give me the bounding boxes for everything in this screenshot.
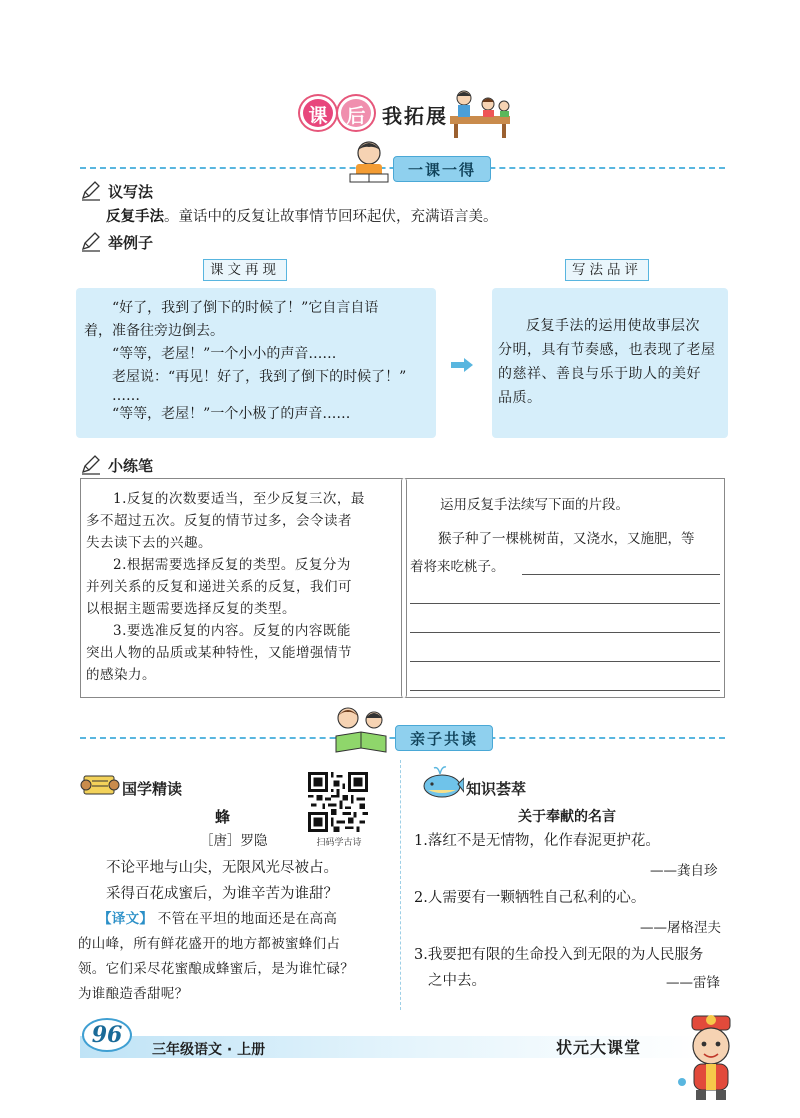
- practice-tip-line: 的感染力。: [86, 667, 156, 683]
- heading-discuss: [80, 180, 153, 202]
- quote-line: “等等，老屋！”一个小极了的声音……: [112, 406, 351, 422]
- comment-line: 分明，具有节奏感，也表现了老屋: [498, 342, 716, 358]
- qr-caption: 扫码学古诗: [316, 838, 362, 848]
- poem-lines: [106, 855, 338, 907]
- practice-task: 运用反复手法续写下面的片段。: [440, 497, 629, 513]
- page-number: 96: [82, 1018, 132, 1052]
- heading-bar: [80, 454, 725, 476]
- poem-title: 蜂: [215, 808, 231, 826]
- translation-line: 领。它们采尽花蜜酿成蜂蜜后，是为谁忙碌？: [78, 961, 354, 977]
- poem-line: 不论平地与山尖，无限风光尽被占。: [106, 860, 338, 876]
- kids-desk-icon: [446, 86, 516, 140]
- quote-3: 3.我要把有限的生命投入到无限的为人民服务: [414, 947, 704, 963]
- translation: [78, 907, 398, 1007]
- quote-1: 1.落红不是无情物，化作春泥更护花。: [414, 833, 660, 849]
- heading-discuss-title: 议写法: [108, 182, 154, 201]
- pencil-icon: [80, 455, 102, 475]
- scroll-book-icon: [80, 770, 120, 800]
- quote-line: 老屋说：“再见！好了，我到了倒下的时候了！”: [112, 369, 407, 385]
- heading-practice: [80, 454, 153, 476]
- heading-example-title: 举例子: [108, 233, 154, 252]
- pencil-icon: [80, 232, 102, 252]
- zhishi-title: 知识荟萃: [466, 780, 527, 798]
- whale-icon: [420, 764, 464, 800]
- comment-line: 反复手法的运用使故事层次: [526, 318, 700, 334]
- writing-line[interactable]: [410, 603, 720, 604]
- qr-code-icon[interactable]: [308, 772, 368, 832]
- pencil-icon: [80, 181, 102, 201]
- heading-example: [80, 231, 153, 253]
- practice-divider: [401, 478, 407, 698]
- header-banner: [300, 90, 520, 136]
- quote-3-cont: 之中去。: [428, 973, 486, 989]
- practice-tip-line: 并列关系的反复和递进关系的反复，我们可: [86, 579, 352, 595]
- banner-pill-hou: 后: [338, 96, 374, 130]
- parent-child-reading-icon: [330, 704, 392, 754]
- practice-tip-line: 以根据主题需要选择反复的类型。: [86, 601, 296, 617]
- reading-boy-icon: [344, 138, 394, 186]
- quote-2: 2.人需要有一颗牺牲自己私利的心。: [414, 890, 646, 906]
- section-label-qinzi: 亲子共读: [395, 725, 493, 751]
- section-label-yikeyide: 一课一得: [393, 156, 491, 182]
- quote-line: “好了，我到了倒下的时候了！”它自言自语: [112, 300, 379, 316]
- translation-line: 的山峰，所有鲜花盛开的地方都被蜜蜂们占: [78, 936, 341, 952]
- banner-pill-ke: 课: [300, 96, 336, 130]
- writing-line[interactable]: [410, 690, 720, 691]
- column-separator: [400, 760, 401, 1010]
- discuss-body: 。童话中的反复让故事情节回环起伏，充满语言美。: [164, 209, 498, 225]
- heading-bar: [80, 231, 725, 253]
- comment-line: 品质。: [498, 390, 542, 406]
- practice-tip-line: 突出人物的品质或某种特性，又能增强情节: [86, 645, 352, 661]
- practice-prompt: [410, 525, 722, 581]
- writing-line[interactable]: [410, 632, 720, 633]
- poem-line: 采得百花成蜜后，为谁辛苦为谁甜？: [106, 886, 338, 902]
- discuss-lead: 反复手法: [106, 208, 164, 225]
- practice-prompt-line: 猴子种了一棵桃树苗，又浇水，又施肥，等: [438, 531, 695, 547]
- heading-practice-title: 小练笔: [108, 456, 154, 475]
- guoxue-title: 国学精读: [122, 780, 183, 798]
- quote-lines: [84, 297, 434, 426]
- discuss-text: [106, 205, 498, 229]
- footer-book-title: 三年级语文 · 上册: [152, 1042, 266, 1058]
- writing-line[interactable]: [410, 661, 720, 662]
- practice-tip-line: 3.要选准反复的内容。反复的内容既能: [113, 623, 351, 639]
- heading-bar: [80, 180, 725, 202]
- writing-line[interactable]: [522, 574, 720, 575]
- poem-author: ［唐］罗隐: [200, 833, 268, 849]
- tag-xiefa-pinping: 写法品评: [565, 259, 649, 281]
- practice-tips: [86, 488, 396, 686]
- tag-kewen-zaixian: 课文再现: [203, 259, 287, 281]
- practice-tip-line: 多不超过五次。反复的情节过多，会令读者: [86, 513, 352, 529]
- practice-tip-line: 1.反复的次数要适当，至少反复三次，最: [113, 491, 365, 507]
- quote-2-author: ——屠格涅夫: [640, 920, 721, 936]
- quote-1-author: ——龚自珍: [650, 863, 718, 879]
- practice-tip-line: 2.根据需要选择反复的类型。反复分为: [113, 557, 351, 573]
- quote-line: ……: [112, 388, 140, 404]
- translation-label: 【译文】: [98, 911, 154, 927]
- quote-line: 着，准备往旁边倒去。: [84, 323, 224, 339]
- zhishi-heading: 关于奉献的名言: [518, 809, 616, 825]
- translation-text: 不管在平坦的地面还是在高高: [157, 911, 338, 927]
- arrow-right-icon: [451, 358, 473, 372]
- practice-tip-line: 失去读下去的兴趣。: [86, 535, 212, 551]
- mascot-scholar-icon: [676, 1012, 746, 1104]
- quote-line: “等等，老屋！”一个小小的声音……: [112, 346, 337, 362]
- quote-3-author: ——雷锋: [666, 975, 720, 991]
- comment-line: 的慈祥、善良与乐于助人的美好: [498, 366, 701, 382]
- comment-lines: [498, 314, 724, 410]
- practice-prompt-line: 着将来吃桃子。: [410, 559, 505, 575]
- translation-line: [78, 907, 398, 932]
- translation-line: 为谁酿造香甜呢？: [78, 986, 189, 1002]
- banner-title: 我拓展: [382, 104, 448, 128]
- footer-brand: 状元大课堂: [556, 1038, 642, 1057]
